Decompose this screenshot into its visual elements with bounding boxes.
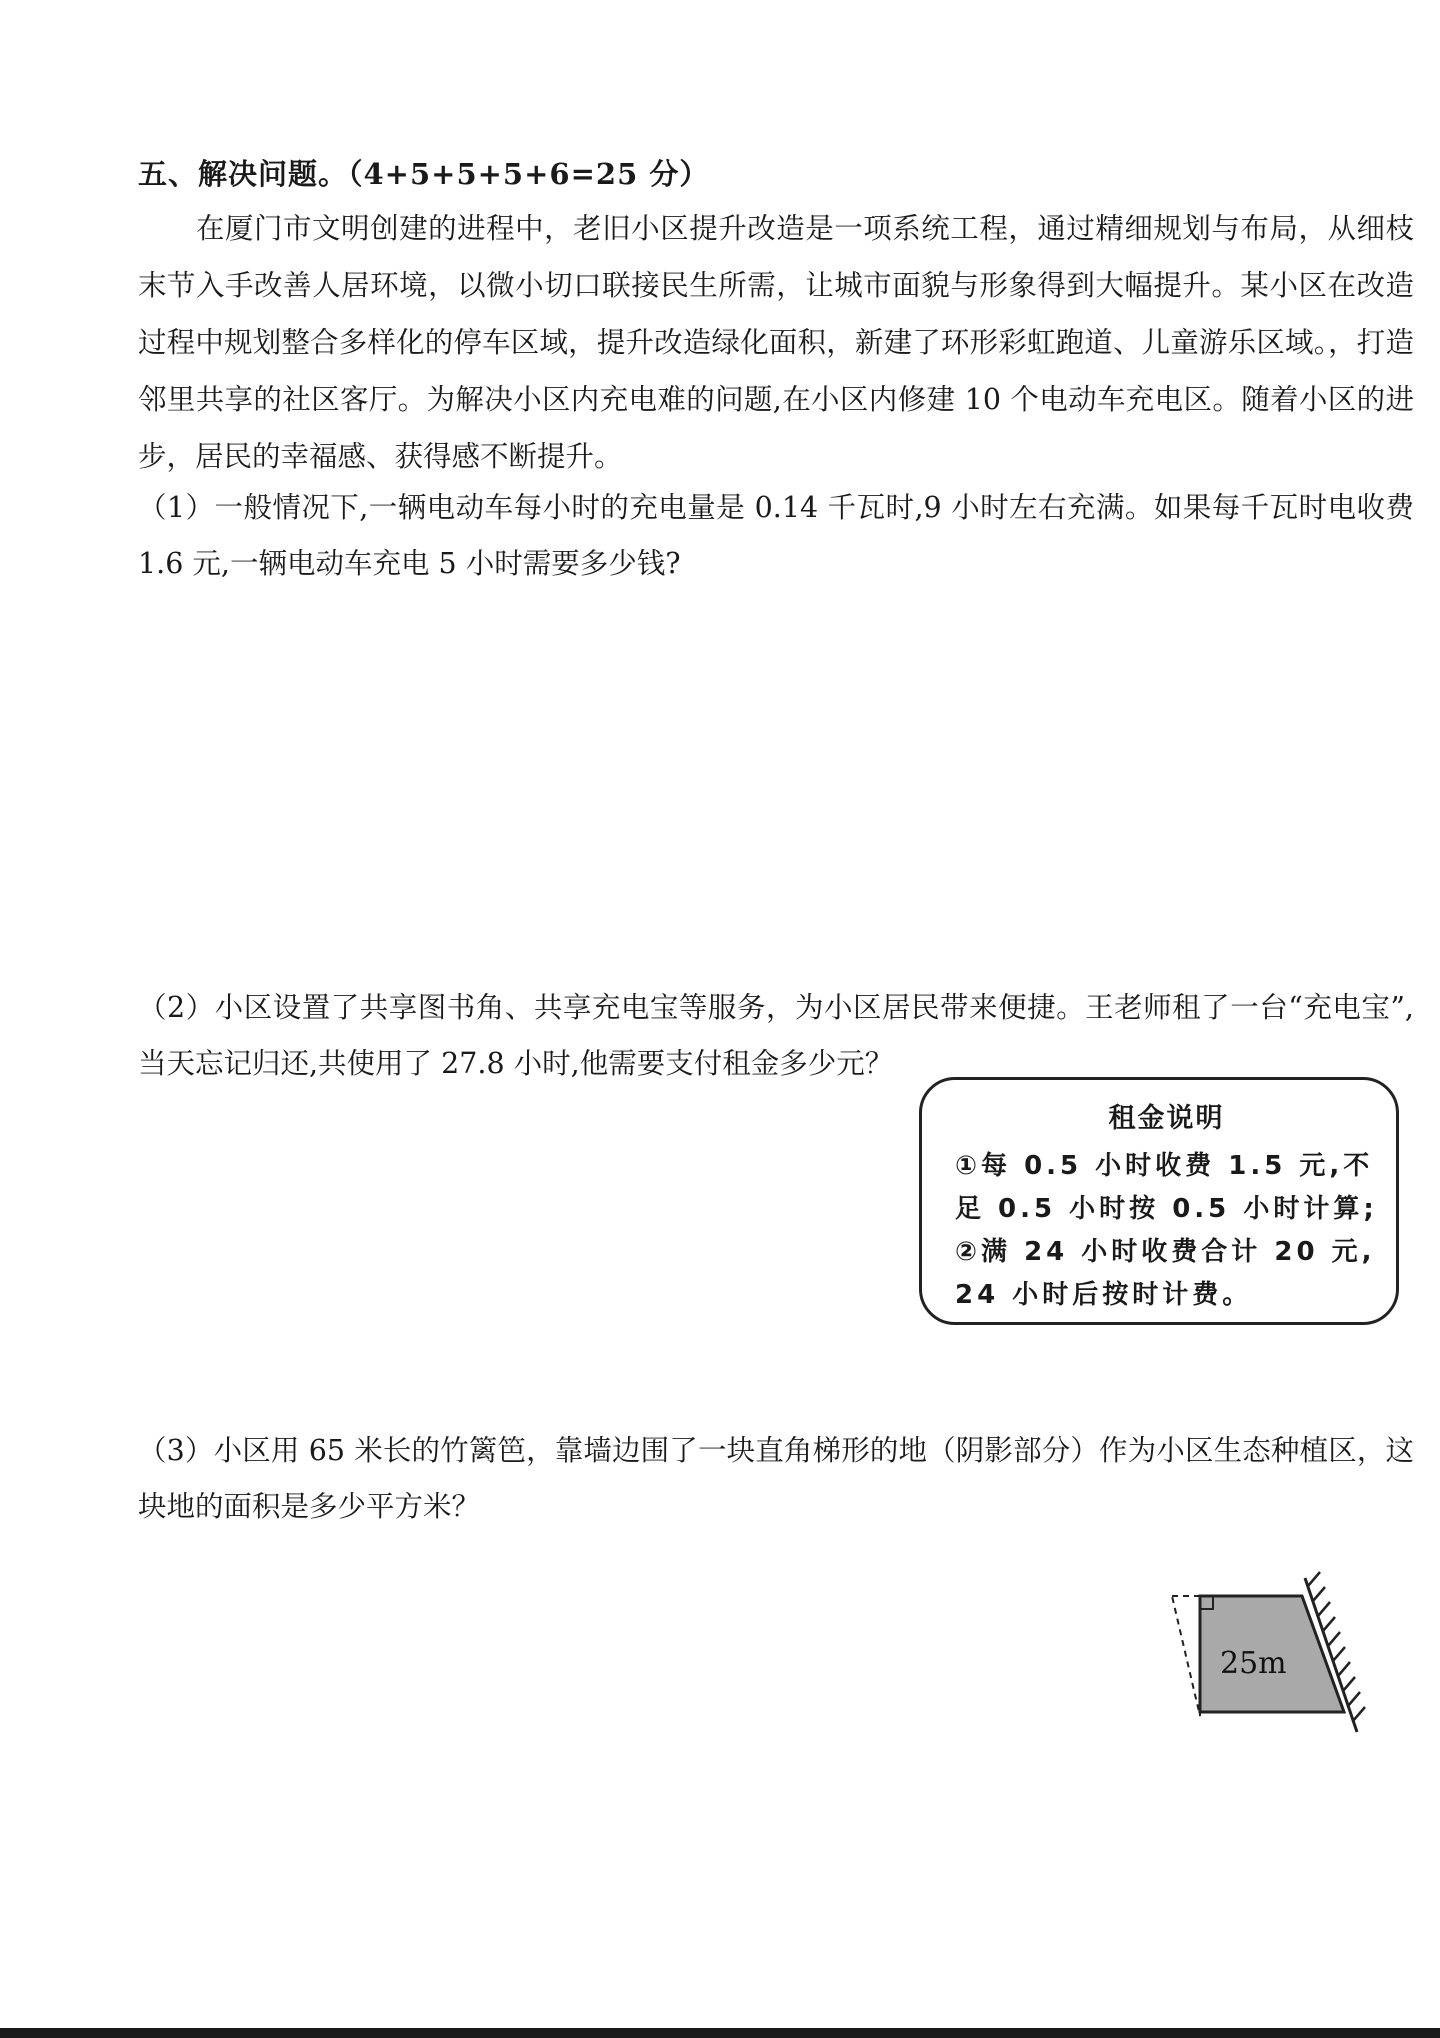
trapezoid-diagram bbox=[1160, 1560, 1380, 1740]
rent-info-line: 24 小时后按时计费。 bbox=[955, 1280, 1253, 1310]
trapezoid-figure bbox=[1160, 1560, 1380, 1740]
question-3: （3）小区用 65 米长的竹篱笆，靠墙边围了一块直角梯形的地（阴影部分）作为小区生态种植区，这块地的面积是多少平方米？ bbox=[138, 1434, 1414, 1523]
rent-info-title: 租金说明 bbox=[1108, 1103, 1225, 1134]
question-2: （2）小区设置了共享图书角、共享充电宝等服务，为小区居民带来便捷。王老师租了一台“充电宝”,当天忘记归还,共使用了 27.8 小时,他需要支付租金多少元？ bbox=[138, 991, 1414, 1080]
section-title: 五、解决问题。（4+5+5+5+6=25 分） bbox=[138, 157, 710, 191]
figure-label: 25m bbox=[1220, 1646, 1287, 1681]
intro-paragraph: 在厦门市文明创建的进程中，老旧小区提升改造是一项系统工程，通过精细规划与布局，从细枝末节入手改善人居环境，以微小切口联接民生所需，让城市面貌与形象得到大幅提升。某小区在改造过程中规划整合多样化的停车区域，提升改造绿化面积，新建了环形彩虹跑道、儿童游乐区域。，打造邻里共享的社区客厅。为解决小区内充电难的问题,在小区内修建 10 个电动车充电区。随着小区的进步，居民的幸福感、获得感不断提升。 bbox=[138, 212, 1414, 473]
bottom-edge-bar bbox=[0, 2028, 1440, 2038]
question-1: （1）一般情况下,一辆电动车每小时的充电量是 0.14 千瓦时,9 小时左右充满。如果每千瓦时电收费 1.6 元,一辆电动车充电 5 小时需要多少钱? bbox=[138, 491, 1414, 580]
rent-info-box bbox=[919, 1077, 1399, 1325]
rent-info-line: ②满 24 小时收费合计 20 元, bbox=[955, 1237, 1376, 1267]
rent-info-line: ①每 0.5 小时收费 1.5 元,不 bbox=[955, 1151, 1374, 1181]
dashed-fence-outline bbox=[1172, 1596, 1200, 1716]
rent-info-line: 足 0.5 小时按 0.5 小时计算; bbox=[955, 1194, 1378, 1224]
